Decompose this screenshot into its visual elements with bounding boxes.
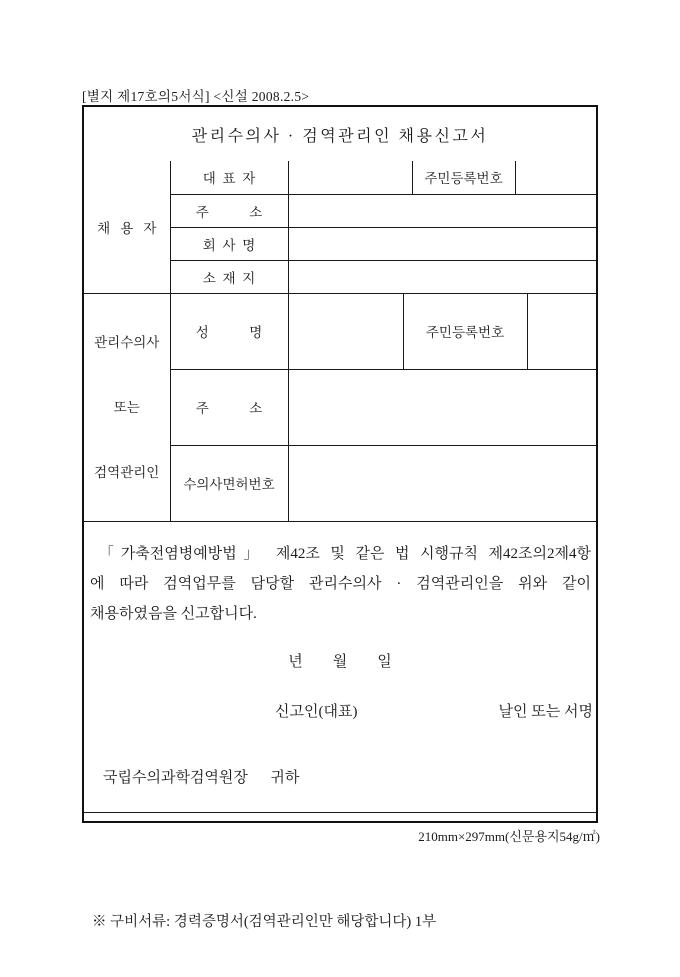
declaration-line-2: 에 따라 검역업무를 담당할 관리수의사 · 검역관리인을 위와 같이: [90, 575, 591, 592]
table-row: [84, 294, 596, 370]
seal-or-signature-label: 날인 또는 서명: [498, 703, 593, 720]
manager-group-label-line2: 또는: [113, 399, 140, 415]
representative-value-cell: [288, 161, 412, 194]
manager-name-value-cell: [288, 294, 403, 370]
employer-resident-id-value-cell: [515, 161, 596, 194]
employer-group-label: 채 용 자: [84, 161, 170, 293]
declaration-section: [84, 522, 596, 812]
representative-label: 대 표 자: [170, 161, 288, 194]
form-title: 관리수의사 · 검역관리인 채용신고서: [191, 127, 489, 145]
manager-table: [84, 294, 596, 522]
employer-table: [84, 161, 596, 294]
employer-address-label: 주 소: [170, 194, 288, 227]
declaration-line-3: 채용하였음을 신고합니다.: [90, 605, 257, 622]
declaration-paragraph: [84, 522, 596, 629]
location-value-cell: [288, 260, 596, 293]
manager-resident-id-label: 주민등록번호: [403, 294, 527, 370]
signature-row: [84, 701, 596, 723]
recipient-line: 국립수의과학검역원장 귀하: [103, 769, 300, 786]
manager-group-label-line1: 관리수의사: [94, 334, 160, 350]
manager-name-label: 성 명: [170, 294, 288, 370]
employer-resident-id-label: 주민등록번호: [412, 161, 515, 194]
manager-resident-id-value-cell: [527, 294, 596, 370]
paper-spec-note: 210mm×297mm(신문용지54g/㎡): [418, 829, 600, 844]
date-line: 년 월 일: [288, 653, 392, 670]
manager-group-label: [84, 294, 170, 522]
company-name-label: 회 사 명: [170, 227, 288, 260]
company-name-value-cell: [288, 227, 596, 260]
required-documents-note: ※ 구비서류: 경력증명서(검역관리인만 해당합니다) 1부: [92, 913, 437, 930]
manager-address-value-cell: [288, 369, 596, 445]
doc-reference: [별지 제17호의5서식] <신설 2008.2.5>: [82, 89, 310, 104]
manager-group-label-line3: 검역관리인: [94, 464, 160, 480]
employer-address-value-cell: [288, 194, 596, 227]
declaration-line-1: 「가축전염병예방법」 제42조 및 같은 법 시행규칙 제42조의2제4항: [99, 545, 591, 562]
license-number-value-cell: [288, 445, 596, 521]
manager-address-label: 주 소: [170, 369, 288, 445]
declarant-label: 신고인(대표): [275, 703, 358, 720]
table-row: [84, 161, 596, 194]
location-label: 소 재 지: [170, 260, 288, 293]
license-number-label: 수의사면허번호: [170, 445, 288, 521]
